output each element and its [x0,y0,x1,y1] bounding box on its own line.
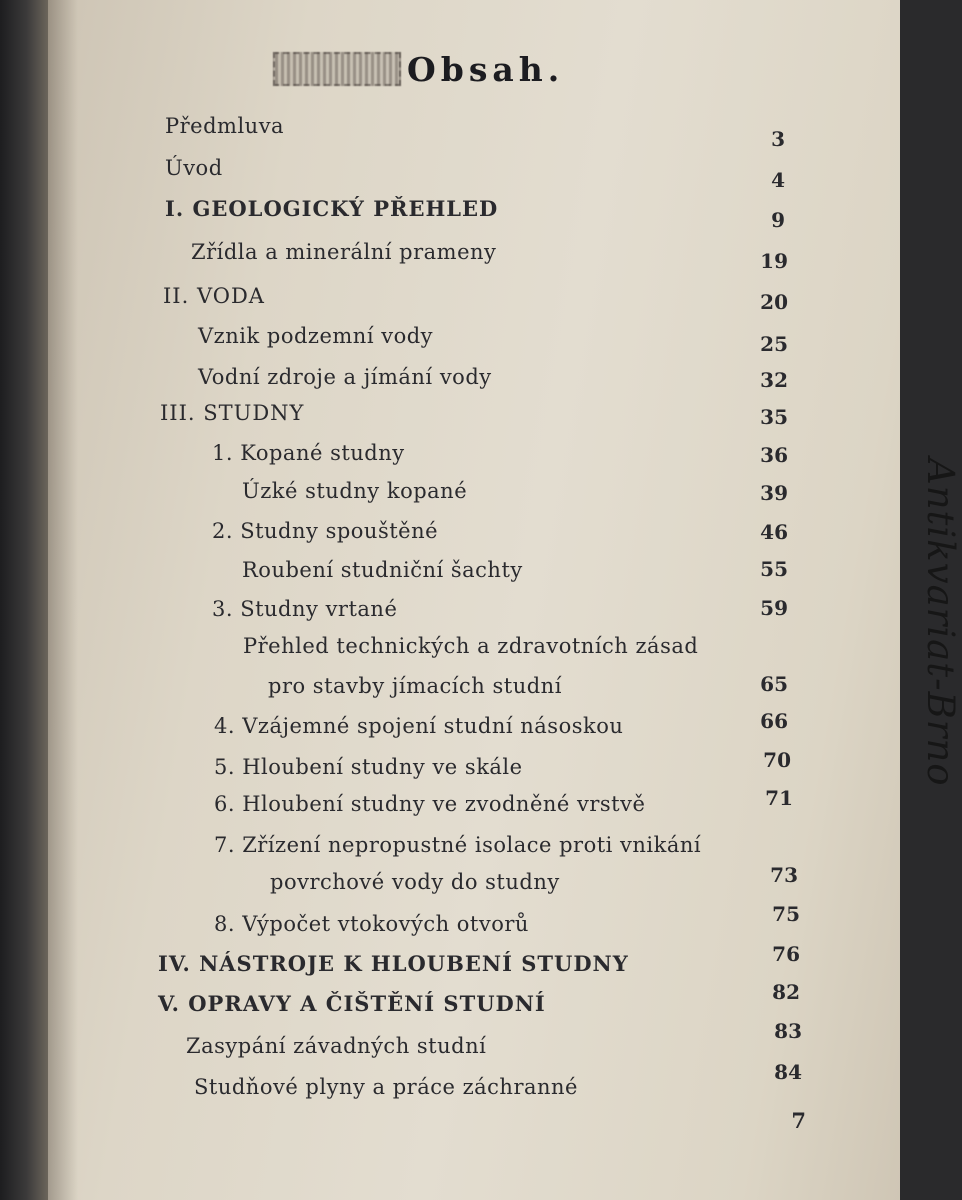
toc-entry: 5. Hloubení studny ve skále [214,755,523,779]
book-page [48,0,962,1200]
toc-page-number: 59 [760,596,788,620]
toc-page-number: 4 [771,168,785,192]
toc-chapter-5: V. OPRAVY A ČIŠTĚNÍ STUDNÍ [158,991,546,1016]
toc-page-number: 76 [772,942,800,966]
toc-page-number: 84 [774,1060,802,1084]
toc-page-number: 66 [760,709,788,733]
toc-page-number: 82 [772,980,800,1004]
toc-chapter-1: I. GEOLOGICKÝ PŘEHLED [165,196,499,221]
toc-page-number: 55 [760,557,788,581]
toc-page-number: 39 [760,481,788,505]
toc-chapter-2: II. VODA [163,284,265,308]
toc-entry: Zasypání závadných studní [186,1034,487,1058]
toc-page-number: 9 [771,208,785,232]
toc-page-number: 25 [760,332,788,356]
toc-page-number: 32 [760,368,788,392]
watermark-text: Antikvariat-Brno [919,458,962,787]
toc-entry: Zřídla a minerální prameny [191,240,497,264]
toc-page-number: 73 [770,863,798,887]
toc-entry-uvod: Úvod [165,156,223,180]
toc-entry-continued: povrchové vody do studny [270,870,560,894]
toc-page-number: 46 [760,520,788,544]
toc-chapter-4: IV. NÁSTROJE K HLOUBENÍ STUDNY [158,951,629,976]
ink-stamp-mark [273,52,401,86]
toc-entry: 7. Zřízení nepropustné isolace proti vnikání [214,833,702,857]
page-number: 7 [791,1108,806,1133]
toc-entry: Vodní zdroje a jímání vody [198,365,492,389]
toc-entry: Roubení studniční šachty [242,558,523,582]
toc-page-number: 70 [763,748,791,772]
toc-page-number: 75 [772,902,800,926]
toc-page-number: 19 [760,249,788,273]
toc-entry: 2. Studny spouštěné [212,519,439,543]
toc-page-number: 83 [774,1019,802,1043]
toc-page-number: 3 [771,127,785,151]
toc-page-number: 20 [760,290,788,314]
toc-page-number: 71 [765,786,793,810]
toc-page-number: 36 [760,443,788,467]
toc-entry: 6. Hloubení studny ve zvodněné vrstvě [214,792,646,816]
toc-entry: Vznik podzemní vody [198,324,434,348]
toc-chapter-3: III. STUDNY [160,401,305,425]
title-block [273,44,564,94]
toc-entry: 1. Kopané studny [212,441,405,465]
page-title: Obsah. [407,49,565,89]
toc-entry: Úzké studny kopané [242,479,468,503]
toc-entry-continued: pro stavby jímacích studní [268,674,562,698]
toc-entry: 4. Vzájemné spojení studní násoskou [214,714,624,738]
toc-page-number: 65 [760,672,788,696]
book-spine-edge [0,0,48,1200]
toc-entry: 3. Studny vrtané [212,597,398,621]
toc-entry: 8. Výpočet vtokových otvorů [214,912,529,936]
toc-entry-predmluva: Předmluva [165,114,285,138]
toc-entry: Přehled technických a zdravotních zásad [243,634,699,658]
toc-entry: Studňové plyny a práce záchranné [194,1075,578,1099]
toc-page-number: 35 [760,405,788,429]
